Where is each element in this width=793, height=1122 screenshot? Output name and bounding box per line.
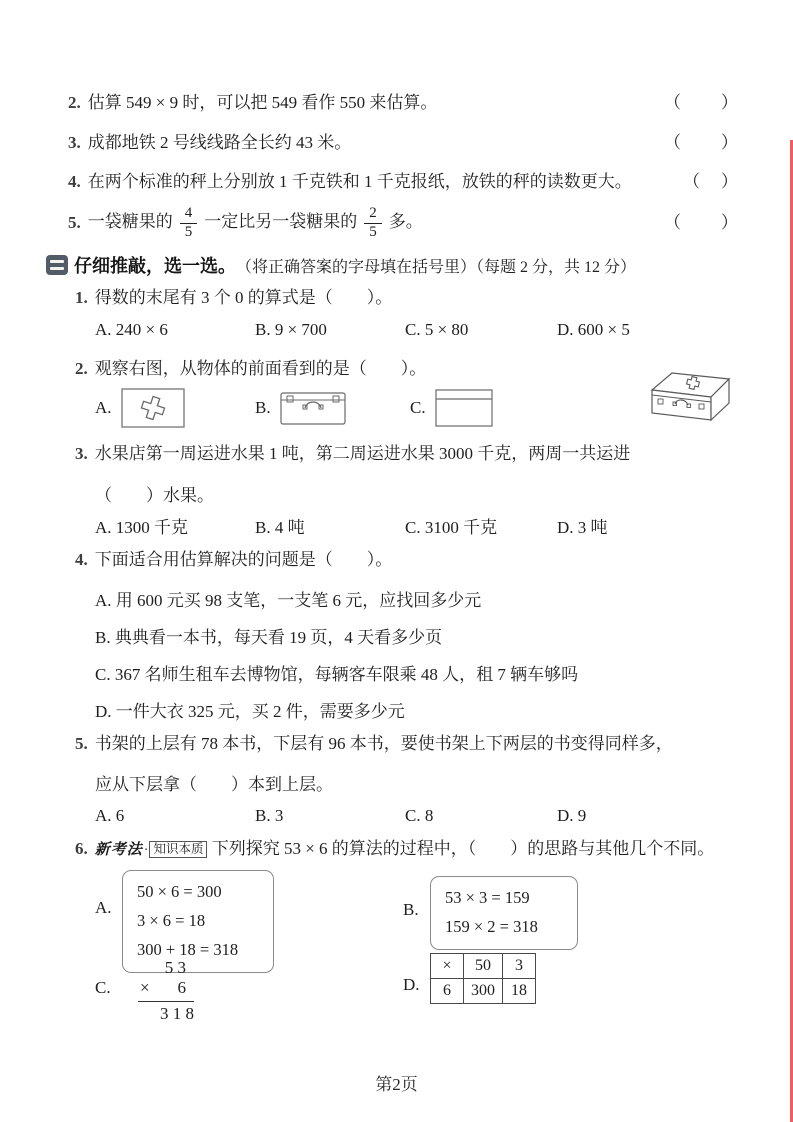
option-b: B. 3 xyxy=(255,806,284,825)
list-icon xyxy=(46,255,68,275)
option-a-label: A. xyxy=(95,898,112,917)
option-b-label: B. xyxy=(403,900,419,919)
option-d: D. 9 xyxy=(557,806,587,825)
multiplication-sign: × xyxy=(140,978,150,997)
option-c-label: C. xyxy=(95,978,111,997)
mc-question-4 xyxy=(75,549,747,571)
product: 3 1 8 xyxy=(160,1004,194,1023)
suitcase-front-view-icon xyxy=(280,390,346,426)
tf-question-3 xyxy=(68,132,740,154)
option-c-vertical-multiplication xyxy=(138,958,194,1024)
question-number: 6. xyxy=(75,839,88,858)
section-header xyxy=(46,252,636,278)
table-row xyxy=(431,979,536,1004)
equation-line: 50 × 6 = 300 xyxy=(137,882,222,901)
table-row xyxy=(431,954,536,979)
table-cell: 3 xyxy=(503,954,536,979)
option-b xyxy=(255,388,410,428)
option-d-grid-table xyxy=(430,953,536,1004)
table-cell: 18 xyxy=(503,979,536,1004)
equation-line: 159 × 2 = 318 xyxy=(445,916,538,936)
question-number: 3. xyxy=(75,444,88,463)
question-number: 4. xyxy=(75,550,88,569)
option-b-label: B. xyxy=(255,398,271,417)
multiplier: 6 xyxy=(177,978,186,997)
question-number: 5. xyxy=(68,212,81,232)
question-number: 4. xyxy=(68,172,81,191)
mc-question-5 xyxy=(75,733,747,755)
text-part: 一定比另一袋糖果的 xyxy=(204,211,358,231)
question-text xyxy=(88,206,664,241)
text-part: 一袋糖果的 xyxy=(87,211,173,231)
numerator: 2 xyxy=(364,206,382,224)
option-c: C. 5 × 80 xyxy=(405,320,469,339)
option-d: D. 3 吨 xyxy=(557,518,608,537)
section-subtitle: （将正确答案的字母填在括号里）（每题 2 分，共 12 分） xyxy=(236,258,637,276)
option-a xyxy=(95,388,255,428)
question-text: 在两个标准的秤上分别放 1 千克铁和 1 千克报纸，放铁的秤的读数更大。 xyxy=(87,172,632,191)
knowledge-essence-badge: 知识本质 xyxy=(149,841,207,858)
equation-line: 3 × 6 = 18 xyxy=(137,910,206,930)
mc-question-5-line2: 应从下层拿（ ）本到上层。 xyxy=(95,775,333,794)
question-text: 下面适合用估算解决的问题是（ ）。 xyxy=(94,550,393,569)
question-text: 估算 549 × 9 时，可以把 549 看作 550 来估算。 xyxy=(87,93,438,112)
option-c: C. 8 xyxy=(405,806,434,825)
option-d-label: D. xyxy=(403,975,420,994)
question-text: 成都地铁 2 号线线路全长约 43 米。 xyxy=(87,133,352,152)
question-number: 5. xyxy=(75,734,88,753)
mc-question-2-options xyxy=(95,388,740,428)
option-b: B. 4 吨 xyxy=(255,518,305,537)
suitcase-3d-image xyxy=(645,368,737,426)
mc-question-6 xyxy=(75,838,747,861)
denominator: 5 xyxy=(184,223,193,240)
option-d: D. 600 × 5 xyxy=(557,320,630,339)
section-title: 仔细推敲，选一选。 xyxy=(74,256,236,276)
cross-face-view-icon xyxy=(121,388,185,428)
numerator: 4 xyxy=(180,206,198,224)
rectangle-top-view-icon xyxy=(435,389,493,427)
option-d: D. 一件大衣 325 元，买 2 件，需要多少元 xyxy=(95,702,405,721)
option-c: C. 367 名师生租车去博物馆，每辆客车限乘 48 人，租 7 辆车够吗 xyxy=(95,665,579,684)
question-number: 1. xyxy=(75,288,88,307)
mc-question-3-line2: （ ）水果。 xyxy=(95,486,214,505)
fraction-four-fifths xyxy=(180,206,198,241)
table-cell: × xyxy=(431,954,464,979)
mc-question-1-options xyxy=(95,320,740,340)
mc-question-1 xyxy=(75,287,747,309)
question-text-line1: 水果店第一周运进水果 1 吨，第二周运进水果 3000 千克，两周一共运进 xyxy=(94,444,631,463)
multiplicand: 5 3 xyxy=(164,958,186,977)
question-text-line1: 书架的上层有 78 本书，下层有 96 本书，要使书架上下两层的书变得同样多， xyxy=(94,734,673,753)
question-text: 观察右图，从物体的前面看到的是（ ）。 xyxy=(94,359,427,378)
question-number: 2. xyxy=(68,93,81,112)
tf-question-5 xyxy=(68,198,740,248)
option-c-label: C. xyxy=(410,398,426,417)
mc-question-5-options xyxy=(95,806,740,826)
multiplier-row xyxy=(138,978,194,1002)
equation-line: 53 × 3 = 159 xyxy=(445,888,530,907)
option-a: A. 6 xyxy=(95,806,125,825)
answer-parentheses: （ ） xyxy=(664,212,740,232)
option-a: A. 用 600 元买 98 支笔，一支笔 6 元，应找回多少元 xyxy=(95,591,482,610)
tf-question-4 xyxy=(68,171,740,193)
answer-parentheses: （ ） xyxy=(664,93,740,112)
option-b-equation-box xyxy=(430,876,578,950)
answer-parentheses: （ ） xyxy=(683,172,740,191)
option-b: B. 9 × 700 xyxy=(255,320,327,339)
option-a-label: A. xyxy=(95,398,112,417)
option-c: C. 3100 千克 xyxy=(405,518,498,537)
tf-question-2 xyxy=(68,92,740,114)
question-text: 得数的末尾有 3 个 0 的算式是（ ）。 xyxy=(94,288,393,307)
table-cell: 300 xyxy=(464,979,503,1004)
question-text xyxy=(95,838,715,861)
fraction-two-fifths xyxy=(364,206,382,241)
page-number: 第2页 xyxy=(375,1075,418,1094)
list-icon-bar xyxy=(50,260,64,263)
table-cell: 50 xyxy=(464,954,503,979)
badge-dot: · xyxy=(143,843,149,858)
question-number: 2. xyxy=(75,359,88,378)
new-method-badge: 新考法 xyxy=(94,842,143,858)
question-text-main: 下列探究 53 × 6 的算法的过程中，（ ）的思路与其他几个不同。 xyxy=(211,839,715,858)
text-part: 多。 xyxy=(388,211,423,231)
option-a: A. 240 × 6 xyxy=(95,320,168,339)
answer-parentheses: （ ） xyxy=(664,133,740,152)
question-number: 3. xyxy=(68,133,81,152)
table-cell: 6 xyxy=(431,979,464,1004)
option-a: A. 1300 千克 xyxy=(95,518,189,537)
option-b: B. 典典看一本书，每天看 19 页，4 天看多少页 xyxy=(95,628,443,647)
mc-question-3-options xyxy=(95,513,740,538)
mc-question-3 xyxy=(75,443,747,465)
equation-line: 300 + 18 = 318 xyxy=(137,939,239,959)
denominator: 5 xyxy=(369,223,377,240)
list-icon-bar xyxy=(50,267,64,270)
